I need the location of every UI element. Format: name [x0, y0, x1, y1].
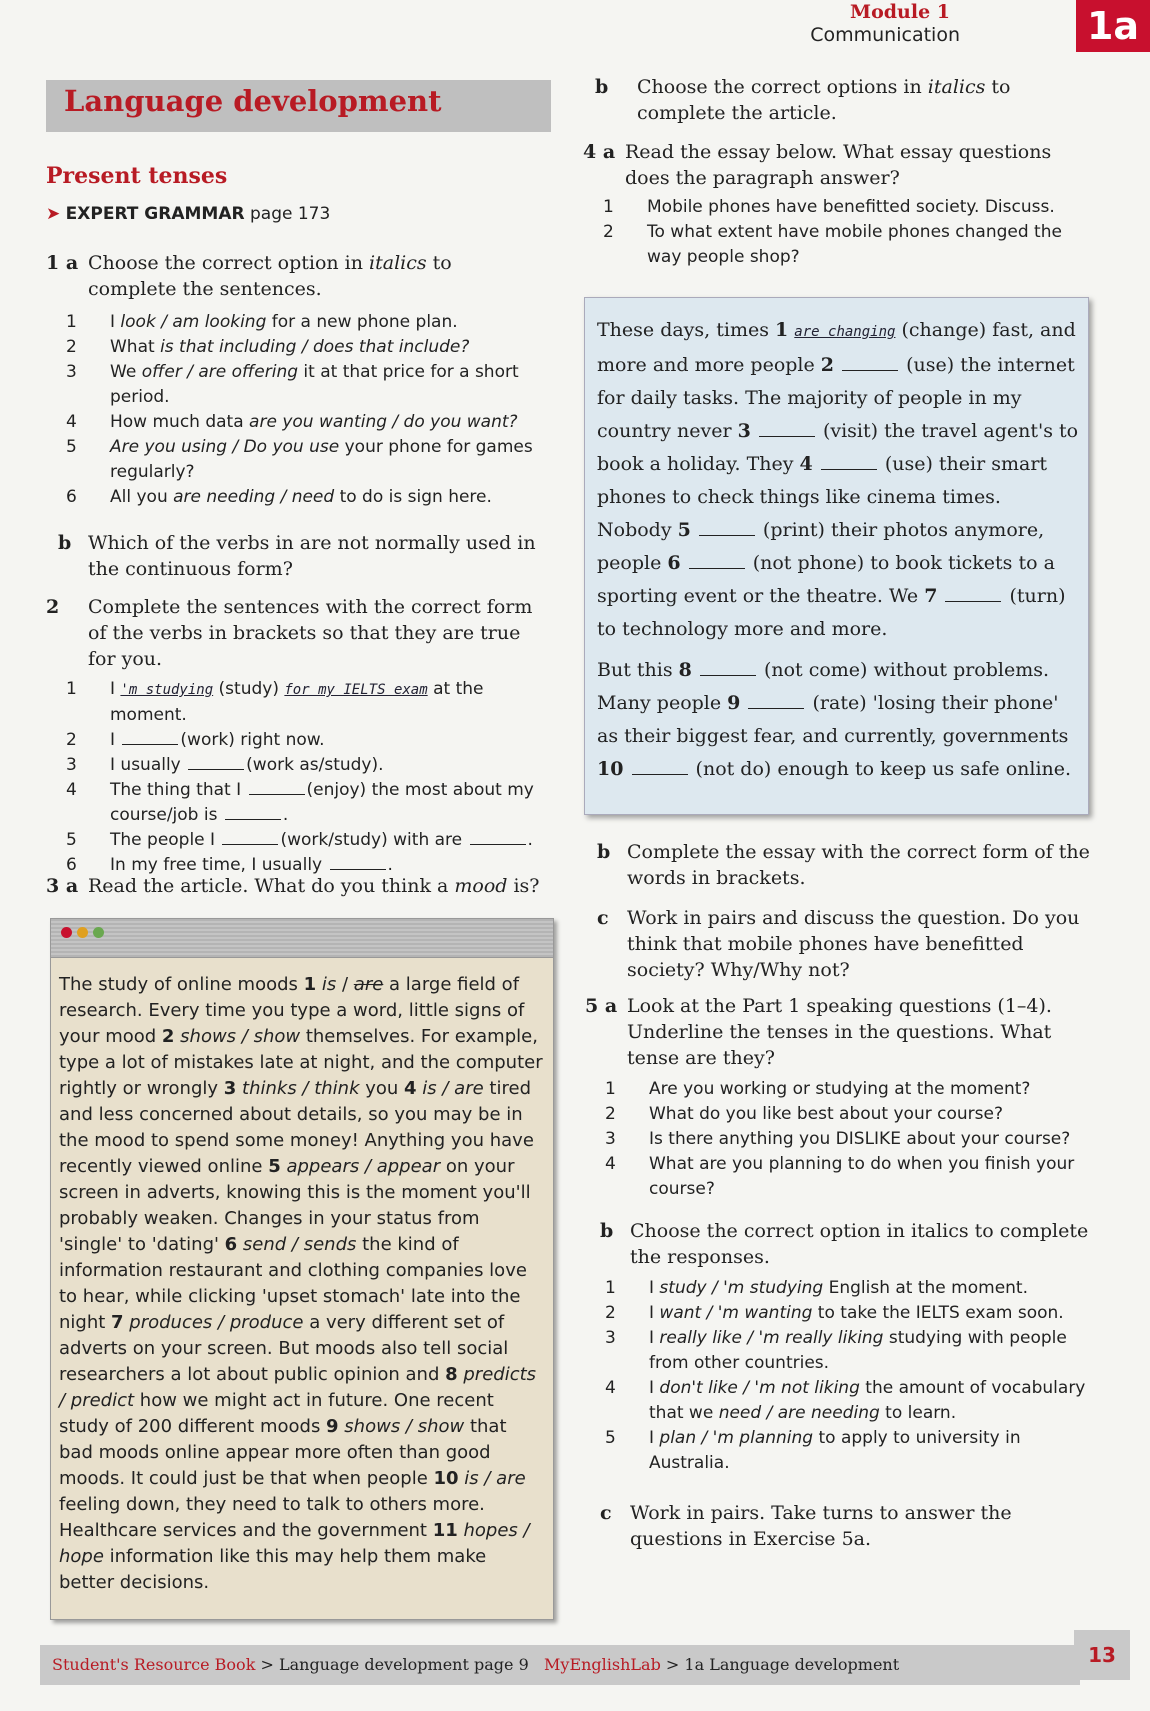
item-number: 1: [605, 1278, 616, 1298]
list-item: [603, 220, 1085, 270]
browser-title-bar: [51, 919, 553, 958]
footer-mel-ref: 1a Language development: [684, 1655, 900, 1674]
unit-tab: 1a: [1076, 0, 1150, 52]
item-text: the amount of vocabulary that we: [649, 1378, 1086, 1423]
item-text: studying with people from other countries.: [649, 1328, 1067, 1373]
item-number: 1: [66, 312, 77, 332]
item-options: really like / 'm really liking: [659, 1328, 884, 1348]
exercise-number: 3 a: [46, 875, 79, 897]
footer-mel-link[interactable]: MyEnglishLab: [544, 1655, 661, 1674]
list-item: [605, 1301, 1097, 1326]
article-fragment: produces / produce: [123, 1312, 304, 1333]
answer-blank[interactable]: [249, 794, 305, 795]
exercise-5b: [600, 1218, 1095, 1270]
instruction-emphasis: italics: [369, 252, 427, 274]
item-number: 1: [603, 197, 614, 217]
instruction-emphasis: italics: [927, 76, 986, 98]
list-item: [605, 1376, 1097, 1426]
instruction-text: Which of the verbs in are not normally used in the continuous form?: [88, 532, 536, 580]
item-text: to apply to university in Australia.: [649, 1428, 1021, 1473]
item-text: To what extent have mobile phones changed the way people shop?: [647, 222, 1062, 267]
article-fragment: is / are: [416, 1078, 484, 1099]
answer-blank[interactable]: [330, 869, 386, 870]
item-options: are you wanting / do you want?: [249, 412, 518, 432]
footer-separator: >: [660, 1655, 685, 1674]
item-number: 4: [66, 412, 77, 432]
article-fragment: /: [336, 974, 354, 995]
exercise-5a-items: [605, 1077, 1097, 1202]
exercise-number: b: [597, 841, 611, 863]
item-text: it at that price for a short period.: [110, 362, 519, 407]
instruction-emphasis: mood: [454, 875, 508, 897]
answer-blank[interactable]: [759, 436, 815, 437]
exercise-number: b: [58, 532, 72, 554]
article-fragment: shows / show: [338, 1416, 465, 1437]
exercise-4a: [583, 139, 1095, 191]
item-options: need / are needing: [718, 1403, 880, 1423]
article-fragment: the kind of information restaurant and clothing companies love to hear, while clicking 'upset stomach' late into the night: [59, 1234, 527, 1333]
item-options: look / am looking: [120, 312, 267, 332]
answer-blank[interactable]: [222, 844, 278, 845]
item-options: is that including / does that include?: [160, 337, 470, 357]
article-text: [51, 958, 553, 1596]
instruction-text: Choose the correct option in: [88, 252, 370, 274]
article-fragment: The study of online moods: [59, 974, 304, 995]
list-item: [66, 410, 548, 435]
item-options: study / 'm studying: [659, 1278, 824, 1298]
module-section: Communication: [810, 24, 960, 46]
module-title: Module 1: [850, 1, 950, 23]
footer-srb-link[interactable]: Student's Resource Book: [52, 1655, 256, 1674]
arrow-right-icon: ➤: [46, 204, 61, 224]
article-fragment: send / sends: [237, 1234, 357, 1255]
subsection-title: Present tenses: [46, 163, 228, 189]
item-options: Are you using / Do you use: [110, 437, 340, 457]
list-item: [605, 1426, 1097, 1476]
maximize-dot-icon: [93, 927, 104, 938]
item-text: I: [649, 1378, 660, 1398]
article-fragment: are: [353, 974, 384, 995]
exercise-number: 2: [46, 596, 60, 618]
item-number: 4: [605, 1154, 616, 1174]
item-text: I: [649, 1303, 660, 1323]
instruction-text: Choose the correct options in: [637, 76, 928, 98]
list-item: 6 In my free time, I usually .: [66, 855, 393, 875]
item-options: are needing / need: [173, 487, 335, 507]
expert-label: EXPERT GRAMMAR: [65, 204, 245, 224]
article-fragment: 3: [223, 1078, 237, 1099]
instruction-text: Choose the correct option in italics to complete the responses.: [630, 1220, 1089, 1268]
article-fragment: you: [359, 1078, 405, 1099]
instruction-text: is?: [507, 875, 540, 897]
answer-blank[interactable]: [689, 568, 745, 569]
item-text: What are you planning to do when you finish your course?: [649, 1154, 1075, 1199]
section-title: Language development: [64, 84, 442, 118]
item-text: for a new phone plan.: [266, 312, 458, 332]
list-item: 5 The people I (work/study) with are .: [66, 830, 533, 850]
article-fragment: predicts / predict: [59, 1364, 537, 1411]
article-fragment: thinks / think: [236, 1078, 360, 1099]
article-panel: [50, 918, 554, 1620]
answer-blank[interactable]: [821, 469, 877, 470]
close-dot-icon: [61, 927, 72, 938]
answer-blank[interactable]: [699, 535, 755, 536]
item-text: I: [649, 1328, 660, 1348]
item-text: to do is sign here.: [334, 487, 492, 507]
essay-paragraph-2: But this 8 (not come) without problems. Many people 9 (rate) 'losing their phone' as their biggest fear, and currently, governments 10 (not do) enough to keep us safe online.: [597, 659, 1072, 780]
article-fragment: is / are: [458, 1468, 526, 1489]
item-options: want / 'm wanting: [659, 1303, 813, 1323]
instruction-text: Read the essay below. What essay questions does the paragraph answer?: [625, 141, 1052, 189]
article-fragment: information like this may help them make better decisions.: [59, 1546, 487, 1593]
article-fragment: tired and less concerned about details, so you may be in the mood to spend some money! Anything you have recently viewed online: [59, 1078, 534, 1177]
exercise-number: c: [600, 1502, 612, 1524]
article-fragment: themselves. For example, type a lot of mistakes late at night, and the computer rightly or wrongly: [59, 1026, 543, 1099]
item-text: How much data: [110, 412, 250, 432]
item-text: to learn.: [879, 1403, 957, 1423]
exercise-number: b: [595, 76, 609, 98]
exercise-1a: [46, 250, 541, 302]
exercise-number: c: [597, 907, 609, 929]
item-number: 3: [66, 362, 77, 382]
list-item: [66, 335, 548, 360]
answer-blank[interactable]: [945, 601, 1001, 602]
article-fragment: 5: [268, 1156, 281, 1177]
article-fragment: appears / appear: [280, 1156, 441, 1177]
page-header: [0, 0, 1150, 52]
handwritten-answer: for my IELTS exam: [284, 682, 428, 698]
exercise-number: 1 a: [46, 252, 79, 274]
item-text: We: [110, 362, 142, 382]
exercise-number: 5 a: [585, 995, 618, 1017]
article-fragment: 6: [224, 1234, 238, 1255]
instruction-text: Complete the sentences with the correct form of the verbs in brackets so that they are true for you.: [88, 596, 533, 670]
instruction-text: to complete the sentences.: [88, 252, 452, 300]
article-fragment: 8: [445, 1364, 458, 1385]
item-text: I: [649, 1278, 660, 1298]
item-number: 2: [603, 222, 614, 242]
instruction-text: Read the article. What do you think a: [88, 875, 455, 897]
instruction-text: Complete the essay with the correct form of the words in brackets.: [627, 841, 1090, 889]
expert-grammar-ref[interactable]: [46, 204, 330, 224]
exercise-4a-items: [603, 195, 1085, 270]
answer-blank[interactable]: [188, 769, 244, 770]
item-number: 6: [66, 487, 77, 507]
section-banner: [46, 80, 551, 132]
list-item: [66, 310, 548, 335]
exercise-4b: [597, 839, 1095, 891]
list-item: [605, 1077, 1097, 1102]
item-text: Are you working or studying at the moment?: [649, 1079, 1031, 1099]
article-fragment: 9: [326, 1416, 339, 1437]
exercise-number: 4 a: [583, 141, 616, 163]
instruction-text: to complete the article.: [637, 76, 1011, 124]
instruction-text: Work in pairs and discuss the question. Do you think that mobile phones have benefitted society? Why/Why not?: [627, 907, 1080, 981]
answer-blank[interactable]: [122, 744, 178, 745]
list-item: [605, 1152, 1097, 1202]
answer-blank[interactable]: [632, 774, 688, 775]
item-text: What: [110, 337, 161, 357]
footer-srb-ref: Language development page 9: [278, 1655, 529, 1674]
essay-panel: [584, 297, 1089, 815]
item-options: offer / are offering: [141, 362, 299, 382]
essay-paragraph-1: These days, times 1 are changing (change) fast, and more and more people 2 (use) the internet for daily tasks. The majority of people in my country never 3 (visit) the travel agent's to book a holiday. They 4 (use) their smart phones to check things like cinema times. Nobody 5 (print) their photos anymore, people 6 (not phone) to book tickets to a sporting event or the theatre. We 7 (turn) to technology more and more.: [597, 319, 1079, 640]
article-fragment: 2: [161, 1026, 175, 1047]
item-options: plan / 'm planning: [659, 1428, 814, 1448]
article-fragment: 7: [111, 1312, 124, 1333]
exercise-1a-items: [66, 310, 548, 510]
article-fragment: a large field of research. Every time you type a word, little signs of your mood: [59, 974, 525, 1047]
instruction-text: Work in pairs. Take turns to answer the questions in Exercise 5a.: [630, 1502, 1012, 1550]
list-item: [603, 195, 1085, 220]
item-text: What do you like best about your course?: [649, 1104, 1003, 1124]
list-item: 1 I 'm studying (study) for my IELTS exam at the moment.: [66, 679, 484, 725]
item-number: 1: [605, 1079, 616, 1099]
article-fragment: how we might act in future. One recent study of 200 different moods: [59, 1390, 494, 1437]
answer-blank[interactable]: [225, 819, 281, 820]
item-text: Mobile phones have benefitted society. Discuss.: [647, 197, 1055, 217]
exercise-4c: [597, 905, 1095, 983]
exercise-5b-items: [605, 1276, 1097, 1476]
expert-page: page 173: [249, 204, 331, 224]
answer-blank[interactable]: [700, 675, 756, 676]
list-item: [605, 1102, 1097, 1127]
answer-blank[interactable]: [748, 708, 804, 709]
exercise-3a: [46, 873, 541, 899]
answer-blank[interactable]: [842, 370, 898, 371]
page-number: 13: [1074, 1630, 1130, 1680]
item-options: don't like / 'm not liking: [659, 1378, 860, 1398]
article-fragment: 10: [433, 1468, 459, 1489]
list-item: [66, 435, 548, 485]
article-fragment: 4: [404, 1078, 417, 1099]
item-number: 3: [605, 1328, 616, 1348]
exercise-1b: [58, 530, 541, 582]
item-number: 5: [605, 1428, 616, 1448]
item-number: 2: [66, 337, 77, 357]
item-text: Is there anything you DISLIKE about your course?: [649, 1129, 1071, 1149]
handwritten-answer: 'm studying: [120, 682, 214, 698]
exercise-2: [46, 594, 541, 672]
article-fragment: feeling down, they need to talk to others more. Healthcare services and the government: [59, 1494, 485, 1541]
list-item: 4 The thing that I (enjoy) the most about my course/job is .: [66, 780, 534, 825]
list-item: 3 I usually (work as/study).: [66, 755, 384, 775]
answer-blank[interactable]: [470, 844, 526, 845]
handwritten-answer: are changing: [794, 324, 896, 340]
item-text: I: [110, 312, 121, 332]
exercise-number: b: [600, 1220, 614, 1242]
exercise-5c: [600, 1500, 1095, 1552]
item-number: 2: [605, 1104, 616, 1124]
exercise-2-items: [66, 677, 553, 878]
footer-separator: >: [255, 1655, 279, 1674]
minimize-dot-icon: [77, 927, 88, 938]
item-text: All you: [110, 487, 174, 507]
item-text: your phone for games regularly?: [110, 437, 533, 482]
list-item: [605, 1326, 1097, 1376]
list-item: [605, 1127, 1097, 1152]
article-fragment: 11: [432, 1520, 458, 1541]
article-fragment: is: [316, 974, 337, 995]
list-item: 2 I (work) right now.: [66, 730, 325, 750]
item-number: 5: [66, 437, 77, 457]
exercise-5a: [585, 993, 1095, 1071]
item-number: 2: [605, 1303, 616, 1323]
instruction-text: Look at the Part 1 speaking questions (1–4). Underline the tenses in the questions. What tense are they?: [627, 995, 1052, 1069]
list-item: [66, 485, 548, 510]
article-fragment: hopes / hope: [59, 1520, 530, 1567]
article-fragment: 1: [303, 974, 317, 995]
item-text: I: [649, 1428, 660, 1448]
item-text: to take the IELTS exam soon.: [812, 1303, 1064, 1323]
article-fragment: that bad moods online appear more often than good moods. It could just be that when people: [59, 1416, 507, 1489]
list-item: [66, 360, 548, 410]
article-fragment: a very different set of adverts on your screen. But moods also tell social researchers a lot about public opinion and: [59, 1312, 509, 1385]
item-number: 3: [605, 1129, 616, 1149]
item-text: English at the moment.: [823, 1278, 1028, 1298]
article-fragment: shows / show: [174, 1026, 301, 1047]
list-item: [605, 1276, 1097, 1301]
page-footer: [40, 1645, 1080, 1685]
article-fragment: on your screen in adverts, knowing this is the moment you'll probably weaken. Changes in your status from 'single' to 'dating': [59, 1156, 531, 1255]
item-number: 4: [605, 1378, 616, 1398]
exercise-3b: [595, 74, 1095, 126]
